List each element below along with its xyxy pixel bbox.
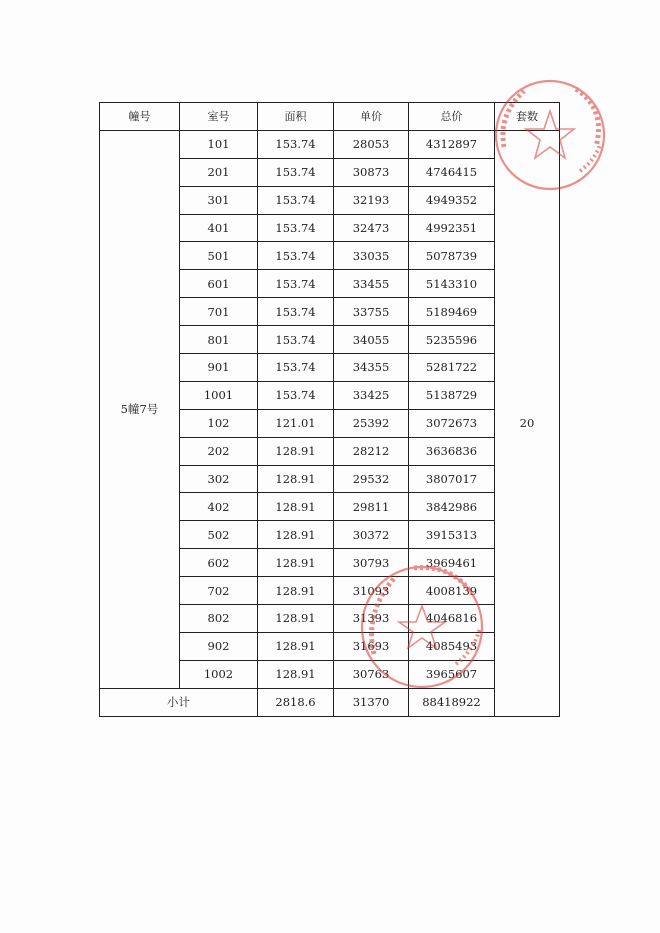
subtotal-row — [100, 688, 560, 716]
room-cell: 501 — [180, 242, 258, 270]
area-cell: 153.74 — [258, 242, 334, 270]
total-price-cell: 3807017 — [409, 465, 495, 493]
total-price-cell: 4008139 — [409, 577, 495, 605]
unit-price-cell: 33035 — [334, 242, 409, 270]
unit-price-cell: 30793 — [334, 549, 409, 577]
room-cell: 902 — [180, 632, 258, 660]
area-cell: 128.91 — [258, 465, 334, 493]
room-cell: 502 — [180, 521, 258, 549]
unit-price-cell: 31093 — [334, 577, 409, 605]
area-cell: 128.91 — [258, 660, 334, 688]
room-cell: 401 — [180, 214, 258, 242]
area-cell: 153.74 — [258, 326, 334, 354]
total-price-cell: 4312897 — [409, 130, 495, 158]
area-cell: 128.91 — [258, 605, 334, 633]
room-cell: 302 — [180, 465, 258, 493]
header-area: 面积 — [258, 103, 334, 131]
unit-price-cell: 30763 — [334, 660, 409, 688]
price-list-table — [99, 102, 560, 717]
unit-price-cell: 34355 — [334, 354, 409, 382]
unit-price-cell: 25392 — [334, 409, 409, 437]
unit-price-cell: 30372 — [334, 521, 409, 549]
area-cell: 153.74 — [258, 130, 334, 158]
room-cell: 1001 — [180, 381, 258, 409]
total-price-cell: 4746415 — [409, 158, 495, 186]
area-cell: 128.91 — [258, 632, 334, 660]
room-cell: 202 — [180, 437, 258, 465]
unit-price-cell: 32473 — [334, 214, 409, 242]
total-price-cell: 3969461 — [409, 549, 495, 577]
table-body — [100, 130, 560, 716]
unit-price-cell: 30873 — [334, 158, 409, 186]
building-cell: 5幢7号 — [100, 130, 180, 688]
area-cell: 153.74 — [258, 270, 334, 298]
total-price-cell: 5281722 — [409, 354, 495, 382]
unit-price-cell: 28053 — [334, 130, 409, 158]
total-price-cell: 4992351 — [409, 214, 495, 242]
header-row — [100, 103, 560, 131]
room-cell: 201 — [180, 158, 258, 186]
room-cell: 701 — [180, 298, 258, 326]
area-cell: 153.74 — [258, 158, 334, 186]
total-price-cell: 3842986 — [409, 493, 495, 521]
subtotal-area: 2818.6 — [258, 688, 334, 716]
subtotal-unit-price: 31370 — [334, 688, 409, 716]
room-cell: 101 — [180, 130, 258, 158]
area-cell: 128.91 — [258, 577, 334, 605]
total-price-cell: 5078739 — [409, 242, 495, 270]
area-cell: 128.91 — [258, 437, 334, 465]
header-room: 室号 — [180, 103, 258, 131]
header-unit-price: 单价 — [334, 103, 409, 131]
area-cell: 128.91 — [258, 521, 334, 549]
room-cell: 901 — [180, 354, 258, 382]
unit-price-cell: 29532 — [334, 465, 409, 493]
unit-price-cell: 33755 — [334, 298, 409, 326]
total-price-cell: 4085493 — [409, 632, 495, 660]
total-price-cell: 5138729 — [409, 381, 495, 409]
total-price-cell: 3965607 — [409, 660, 495, 688]
total-price-cell: 4949352 — [409, 186, 495, 214]
room-cell: 601 — [180, 270, 258, 298]
area-cell: 153.74 — [258, 381, 334, 409]
unit-price-cell: 29811 — [334, 493, 409, 521]
subtotal-label: 小计 — [100, 688, 258, 716]
area-cell: 153.74 — [258, 354, 334, 382]
area-cell: 128.91 — [258, 493, 334, 521]
unit-count-cell: 20 — [495, 130, 560, 716]
total-price-cell: 5143310 — [409, 270, 495, 298]
unit-price-cell: 31393 — [334, 605, 409, 633]
unit-price-cell: 33425 — [334, 381, 409, 409]
unit-price-cell: 31693 — [334, 632, 409, 660]
unit-price-cell: 28212 — [334, 437, 409, 465]
total-price-cell: 3072673 — [409, 409, 495, 437]
room-cell: 802 — [180, 605, 258, 633]
total-price-cell: 3915313 — [409, 521, 495, 549]
total-price-cell: 5235596 — [409, 326, 495, 354]
header-total-price: 总价 — [409, 103, 495, 131]
unit-price-cell: 33455 — [334, 270, 409, 298]
room-cell: 102 — [180, 409, 258, 437]
header-building: 幢号 — [100, 103, 180, 131]
area-cell: 153.74 — [258, 186, 334, 214]
table-row — [100, 130, 560, 158]
unit-price-cell: 32193 — [334, 186, 409, 214]
subtotal-total: 88418922 — [409, 688, 495, 716]
room-cell: 1002 — [180, 660, 258, 688]
room-cell: 702 — [180, 577, 258, 605]
room-cell: 801 — [180, 326, 258, 354]
unit-price-cell: 34055 — [334, 326, 409, 354]
room-cell: 301 — [180, 186, 258, 214]
total-price-cell: 3636836 — [409, 437, 495, 465]
total-price-cell: 5189469 — [409, 298, 495, 326]
area-cell: 153.74 — [258, 214, 334, 242]
room-cell: 602 — [180, 549, 258, 577]
header-count: 套数 — [495, 103, 560, 131]
area-cell: 121.01 — [258, 409, 334, 437]
area-cell: 153.74 — [258, 298, 334, 326]
room-cell: 402 — [180, 493, 258, 521]
total-price-cell: 4046816 — [409, 605, 495, 633]
area-cell: 128.91 — [258, 549, 334, 577]
